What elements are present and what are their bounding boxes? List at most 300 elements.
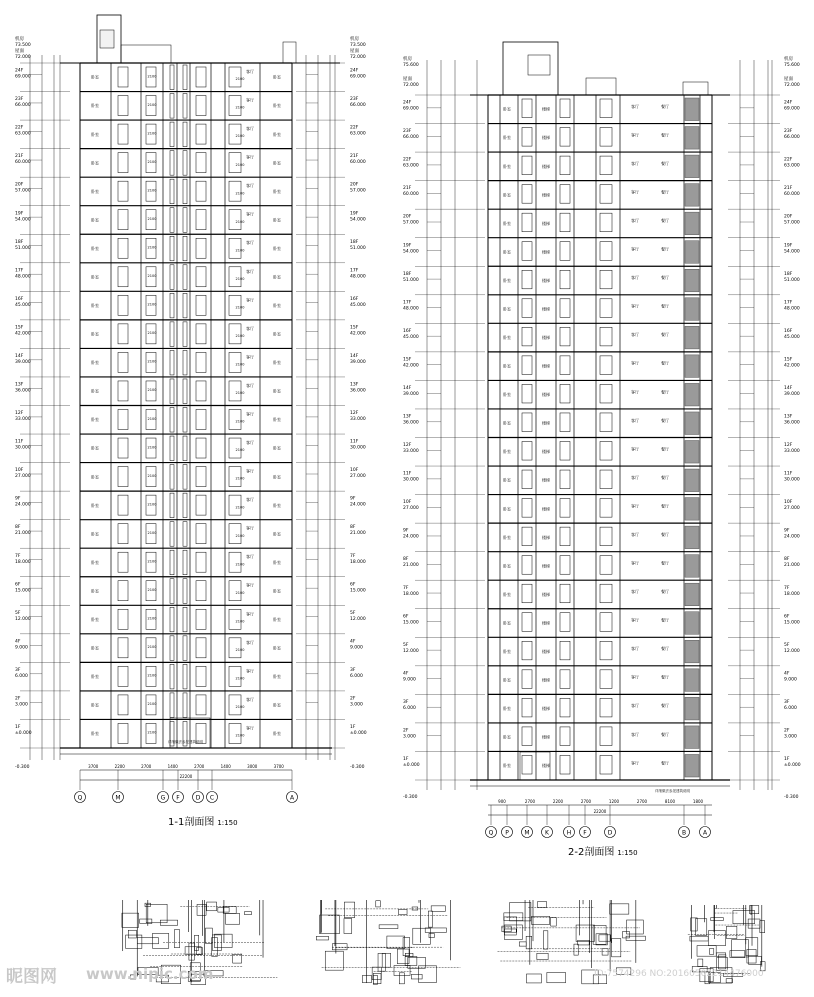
opening: [196, 295, 206, 315]
opening: [560, 442, 570, 461]
shaft-opening: [170, 550, 174, 575]
opening: [522, 299, 532, 318]
opening: [522, 527, 532, 546]
opening: [560, 156, 570, 175]
shaft-opening: [170, 208, 174, 233]
inner-dim: 2100: [235, 391, 245, 396]
level-elevation: ±0.000: [784, 763, 801, 769]
opening: [522, 584, 532, 603]
inner-dim: 2100: [235, 362, 245, 367]
detail-part: [690, 936, 708, 941]
room-label: 楼梯: [542, 677, 550, 683]
level-name: 4F: [15, 639, 21, 645]
shaft-opening: [170, 379, 174, 404]
room-label: 卧室: [503, 477, 511, 483]
level-elevation: 30.000: [403, 477, 419, 483]
detail-part: [519, 942, 526, 946]
shaft-opening: [183, 65, 187, 90]
opening: [522, 270, 532, 289]
room-label: 客厅: [631, 332, 639, 338]
floor-row: [488, 380, 712, 406]
shaft-opening: [183, 94, 187, 119]
opening: [560, 556, 570, 575]
opening: [196, 609, 206, 629]
room-label: 客厅: [246, 325, 254, 331]
level-name: 22F: [784, 157, 793, 163]
level-elevation: ±0.000: [15, 731, 32, 737]
bay-dimension: 8100: [664, 799, 676, 804]
level-name: 机房: [350, 37, 359, 42]
facade-shade: [685, 583, 699, 606]
inner-dim: 2100: [147, 473, 157, 478]
inner-dim: 2100: [235, 676, 245, 681]
level-elevation: 42.000: [15, 331, 31, 337]
opening: [118, 124, 128, 144]
level-elevation: 33.000: [350, 417, 366, 423]
room-label: 餐厅: [661, 332, 669, 338]
level-name: 10F: [350, 468, 359, 474]
floor-row: [488, 266, 712, 292]
level-elevation: 48.000: [403, 306, 419, 312]
opening: [600, 128, 612, 147]
opening: [560, 213, 570, 232]
shaft-opening: [170, 493, 174, 518]
room-label: 卧室: [91, 531, 99, 537]
floor-row: [488, 352, 712, 378]
level-name: 6F: [784, 614, 790, 620]
opening: [522, 185, 532, 204]
room-label: 楼梯: [542, 477, 550, 483]
level-name: 16F: [403, 328, 412, 334]
level-name: 16F: [784, 328, 793, 334]
detail-part: [527, 974, 542, 983]
room-label: 餐厅: [661, 189, 669, 195]
detail-part: [708, 931, 725, 946]
floor-row: [488, 495, 712, 521]
level-name: 7F: [350, 553, 356, 559]
room-label: 卧室: [91, 388, 99, 394]
level-name: 3F: [15, 667, 21, 673]
opening: [118, 524, 128, 544]
opening: [118, 295, 128, 315]
level-name: 21F: [350, 154, 359, 160]
inner-dim: 2100: [235, 733, 245, 738]
opening: [118, 67, 128, 87]
room-label: 客厅: [631, 560, 639, 566]
floor-row: [488, 152, 712, 178]
section-2-title-text: 2-2剖面图: [568, 847, 615, 858]
level-name: 1F: [350, 725, 356, 731]
room-label: 卧室: [503, 734, 511, 740]
inner-dim: 2100: [147, 616, 157, 621]
room-label: 客厅: [246, 611, 254, 617]
section-1-roof-stair: [121, 45, 171, 63]
level-elevation: 9.000: [403, 677, 416, 683]
room-label: 餐厅: [661, 560, 669, 566]
section-1-title: [168, 813, 238, 828]
level-name: 5F: [15, 610, 21, 616]
watermark-logo: 昵图网: [6, 967, 57, 987]
axis-label: A: [702, 829, 708, 837]
level-name: 20F: [784, 214, 793, 220]
inner-dim: 2100: [235, 590, 245, 595]
opening: [196, 210, 206, 230]
detail-part: [551, 917, 557, 926]
detail-part: [578, 940, 590, 945]
room-label: 客厅: [246, 497, 254, 503]
level-name: 14F: [15, 353, 24, 359]
room-label: 客厅: [246, 582, 254, 588]
room-label: 客厅: [246, 183, 254, 189]
opening: [560, 499, 570, 518]
level-elevation: 15.000: [784, 620, 800, 626]
axis-label: K: [545, 829, 549, 837]
detail-part: [574, 944, 578, 955]
level-elevation: 66.000: [403, 135, 419, 141]
room-label: 餐厅: [661, 674, 669, 680]
detail-part: [196, 948, 202, 955]
opening: [560, 755, 570, 774]
level-name: 19F: [350, 211, 359, 217]
room-label: 卧室: [91, 331, 99, 337]
section-1-roof-box: [100, 30, 114, 48]
level-elevation: 75.600: [403, 63, 419, 68]
room-label: 客厅: [631, 617, 639, 623]
opening: [196, 181, 206, 201]
opening: [522, 128, 532, 147]
opening: [600, 384, 612, 403]
opening: [522, 442, 532, 461]
inner-dim: 2100: [235, 647, 245, 652]
opening: [196, 153, 206, 173]
room-label: 客厅: [631, 474, 639, 480]
opening: [196, 238, 206, 258]
room-label: 餐厅: [661, 303, 669, 309]
level-elevation: 42.000: [350, 331, 366, 337]
room-label: 卧室: [503, 706, 511, 712]
facade-shade: [685, 98, 699, 121]
level-elevation: 6.000: [15, 673, 28, 679]
inner-dim: 2100: [147, 331, 157, 336]
detail-part: [344, 919, 352, 934]
level-elevation: 39.000: [784, 391, 800, 397]
section-2-roof-stair: [586, 78, 616, 95]
level-elevation: 51.000: [784, 277, 800, 283]
room-label: 卧室: [91, 217, 99, 223]
bay-dimension: 3700: [88, 764, 99, 769]
level-elevation: 36.000: [15, 388, 31, 394]
room-label: 卧室: [503, 420, 511, 426]
room-label: 卧室: [273, 531, 281, 537]
level-name: 2F: [350, 696, 356, 702]
bay-dimension: 1400: [220, 764, 231, 769]
level-name: 机房: [403, 57, 412, 62]
level-elevation: 66.000: [350, 103, 366, 109]
axis-label: G: [160, 794, 166, 802]
opening: [560, 99, 570, 118]
opening: [600, 185, 612, 204]
room-label: 卧室: [91, 188, 99, 194]
floor-row: [488, 609, 712, 635]
room-label: 卧室: [503, 249, 511, 255]
room-label: 卧室: [91, 274, 99, 280]
opening: [522, 670, 532, 689]
opening: [560, 384, 570, 403]
room-label: 客厅: [246, 240, 254, 246]
shaft-opening: [183, 664, 187, 689]
level-name: 19F: [784, 243, 793, 249]
room-label: 楼梯: [542, 420, 550, 426]
inner-dim: 2100: [147, 74, 157, 79]
level-name: 屋面: [403, 77, 412, 82]
floor-row: [488, 95, 712, 121]
room-label: 楼梯: [542, 277, 550, 283]
detail-part: [599, 935, 611, 941]
room-label: 客厅: [631, 246, 639, 252]
opening: [560, 584, 570, 603]
ground-note: 详细做法参见建筑说明: [168, 740, 203, 744]
shaft-opening: [170, 179, 174, 204]
detail-part: [398, 909, 407, 914]
facade-shade: [685, 697, 699, 720]
level-elevation: 18.000: [15, 559, 31, 565]
level-name: 11F: [15, 439, 24, 445]
level-name: 24F: [784, 100, 793, 106]
level-name: 2F: [784, 728, 790, 734]
level-elevation: 54.000: [403, 249, 419, 255]
inner-dim: 2100: [147, 302, 157, 307]
level-name: 11F: [403, 471, 412, 477]
facade-shade: [685, 184, 699, 207]
room-label: 楼梯: [542, 534, 550, 540]
level-name: 4F: [403, 671, 409, 677]
level-elevation: 73.500: [350, 43, 366, 48]
level-elevation: 24.000: [350, 502, 366, 508]
room-label: 卧室: [503, 620, 511, 626]
room-label: 客厅: [246, 268, 254, 274]
level-elevation: 60.000: [403, 192, 419, 198]
level-name: 6F: [15, 582, 21, 588]
shaft-opening: [170, 579, 174, 604]
room-label: 客厅: [246, 554, 254, 560]
level-elevation: 36.000: [403, 420, 419, 426]
room-label: 餐厅: [661, 760, 669, 766]
shaft-opening: [183, 151, 187, 176]
opening: [118, 238, 128, 258]
opening: [118, 581, 128, 601]
shaft-opening: [170, 293, 174, 318]
shaft-opening: [170, 693, 174, 718]
opening: [118, 609, 128, 629]
level-elevation: 66.000: [784, 135, 800, 141]
opening: [196, 267, 206, 287]
level-elevation: 12.000: [15, 616, 31, 622]
detail-part: [504, 917, 517, 932]
floor-row: [488, 181, 712, 207]
level-elevation: 24.000: [15, 502, 31, 508]
room-label: 卧室: [91, 303, 99, 309]
shaft-opening: [183, 550, 187, 575]
room-label: 卧室: [503, 648, 511, 654]
room-label: 客厅: [631, 674, 639, 680]
axis-label: F: [583, 829, 587, 837]
section-2-dim-column-left: [415, 60, 485, 790]
level-name: 15F: [15, 325, 24, 331]
facade-shade: [685, 669, 699, 692]
level-name: 1F: [784, 757, 790, 763]
opening: [118, 352, 128, 372]
inner-dim: 2100: [147, 702, 157, 707]
room-label: 卧室: [273, 103, 281, 109]
detail-part: [719, 955, 726, 969]
level-elevation: 51.000: [15, 245, 31, 251]
room-label: 楼梯: [542, 306, 550, 312]
opening: [196, 638, 206, 658]
room-label: 卧室: [91, 160, 99, 166]
level-elevation: 3.000: [403, 734, 416, 740]
bay-dimension: 1800: [692, 799, 704, 804]
level-name: 15F: [403, 357, 412, 363]
room-label: 客厅: [246, 525, 254, 531]
room-label: 卧室: [273, 474, 281, 480]
floor-row: [488, 295, 712, 321]
detail-part: [612, 939, 621, 957]
detail-part: [405, 957, 417, 966]
level-elevation: 48.000: [350, 274, 366, 280]
room-label: 卧室: [273, 303, 281, 309]
level-elevation: 63.000: [15, 131, 31, 137]
room-label: 卧室: [503, 677, 511, 683]
room-label: 卧室: [273, 245, 281, 251]
shaft-opening: [170, 236, 174, 261]
room-label: 客厅: [631, 360, 639, 366]
section-2-dim-column-right: [728, 60, 780, 790]
opening: [522, 99, 532, 118]
level-elevation: 33.000: [784, 449, 800, 455]
opening: [196, 524, 206, 544]
axis-label: D: [607, 829, 613, 837]
opening: [196, 67, 206, 87]
opening: [522, 413, 532, 432]
opening: [600, 527, 612, 546]
detail-part: [428, 911, 432, 927]
room-label: 卧室: [273, 645, 281, 651]
room-label: 客厅: [246, 696, 254, 702]
facade-shade: [685, 441, 699, 464]
opening: [522, 384, 532, 403]
section-1-1: [15, 15, 367, 803]
opening: [522, 727, 532, 746]
detail-part: [320, 915, 340, 934]
inner-dim: 2100: [235, 419, 245, 424]
bay-dimension: 1200: [608, 799, 620, 804]
inner-dim: 2100: [147, 559, 157, 564]
room-label: 楼梯: [542, 163, 550, 169]
room-label: 餐厅: [661, 646, 669, 652]
section-2-roof-box: [528, 55, 550, 75]
level-elevation: 21.000: [403, 563, 419, 569]
facade-shade: [685, 469, 699, 492]
level-name: 18F: [403, 271, 412, 277]
opening: [560, 185, 570, 204]
level-elevation: 15.000: [403, 620, 419, 626]
level-elevation: 33.000: [15, 417, 31, 423]
inner-dim: 2100: [235, 134, 245, 139]
room-label: 客厅: [246, 382, 254, 388]
axis-label: Q: [488, 829, 494, 837]
level-name: 3F: [403, 699, 409, 705]
level-elevation: 63.000: [350, 131, 366, 137]
room-label: 客厅: [631, 531, 639, 537]
inner-dim: 2100: [235, 276, 245, 281]
bay-dimension: 3700: [273, 764, 284, 769]
level-name: 1F: [403, 757, 409, 763]
bay-dimension: 2700: [524, 799, 536, 804]
level-elevation: 63.000: [403, 163, 419, 169]
axis-label: D: [195, 794, 201, 802]
level-name: 9F: [784, 528, 790, 534]
detail-part: [730, 951, 745, 958]
room-label: 客厅: [246, 725, 254, 731]
level-name: 机房: [15, 37, 24, 42]
level-elevation: 39.000: [403, 391, 419, 397]
ground-note: 详细做法参见建筑说明: [655, 789, 690, 793]
shaft-opening: [170, 350, 174, 375]
opening: [522, 613, 532, 632]
opening: [560, 698, 570, 717]
inner-dim: 2100: [147, 388, 157, 393]
inner-dim: 2100: [235, 334, 245, 338]
room-label: 楼梯: [542, 220, 550, 226]
room-label: 卧室: [503, 506, 511, 512]
level-name: 12F: [350, 411, 359, 417]
level-elevation: 57.000: [350, 188, 366, 194]
level-name: 11F: [350, 439, 359, 445]
detail-part: [373, 973, 381, 983]
shaft-opening: [170, 664, 174, 689]
level-name: 23F: [350, 97, 359, 103]
shaft-opening: [170, 151, 174, 176]
room-label: 卧室: [91, 417, 99, 423]
room-label: 客厅: [246, 468, 254, 474]
level-name: 14F: [350, 353, 359, 359]
level-elevation: 6.000: [350, 673, 363, 679]
level-elevation: -0.300: [15, 765, 30, 770]
floor-row: [488, 723, 712, 749]
inner-dim: 2100: [147, 131, 157, 136]
opening: [560, 242, 570, 261]
shaft-opening: [183, 465, 187, 490]
level-elevation: 24.000: [403, 534, 419, 540]
level-elevation: 45.000: [350, 302, 366, 308]
shaft-opening: [170, 607, 174, 632]
detail-part: [373, 976, 377, 985]
level-elevation: 27.000: [784, 506, 800, 512]
level-elevation: 51.000: [403, 277, 419, 283]
opening: [600, 242, 612, 261]
shaft-opening: [183, 350, 187, 375]
level-elevation: 63.000: [784, 163, 800, 169]
level-elevation: 30.000: [350, 445, 366, 451]
room-label: 卧室: [91, 731, 99, 737]
floor-row: [488, 751, 712, 777]
floor-row: [488, 238, 712, 264]
opening: [522, 755, 532, 774]
level-elevation: ±0.000: [403, 763, 420, 769]
room-label: 卧室: [273, 702, 281, 708]
opening: [600, 99, 612, 118]
shaft-opening: [183, 493, 187, 518]
